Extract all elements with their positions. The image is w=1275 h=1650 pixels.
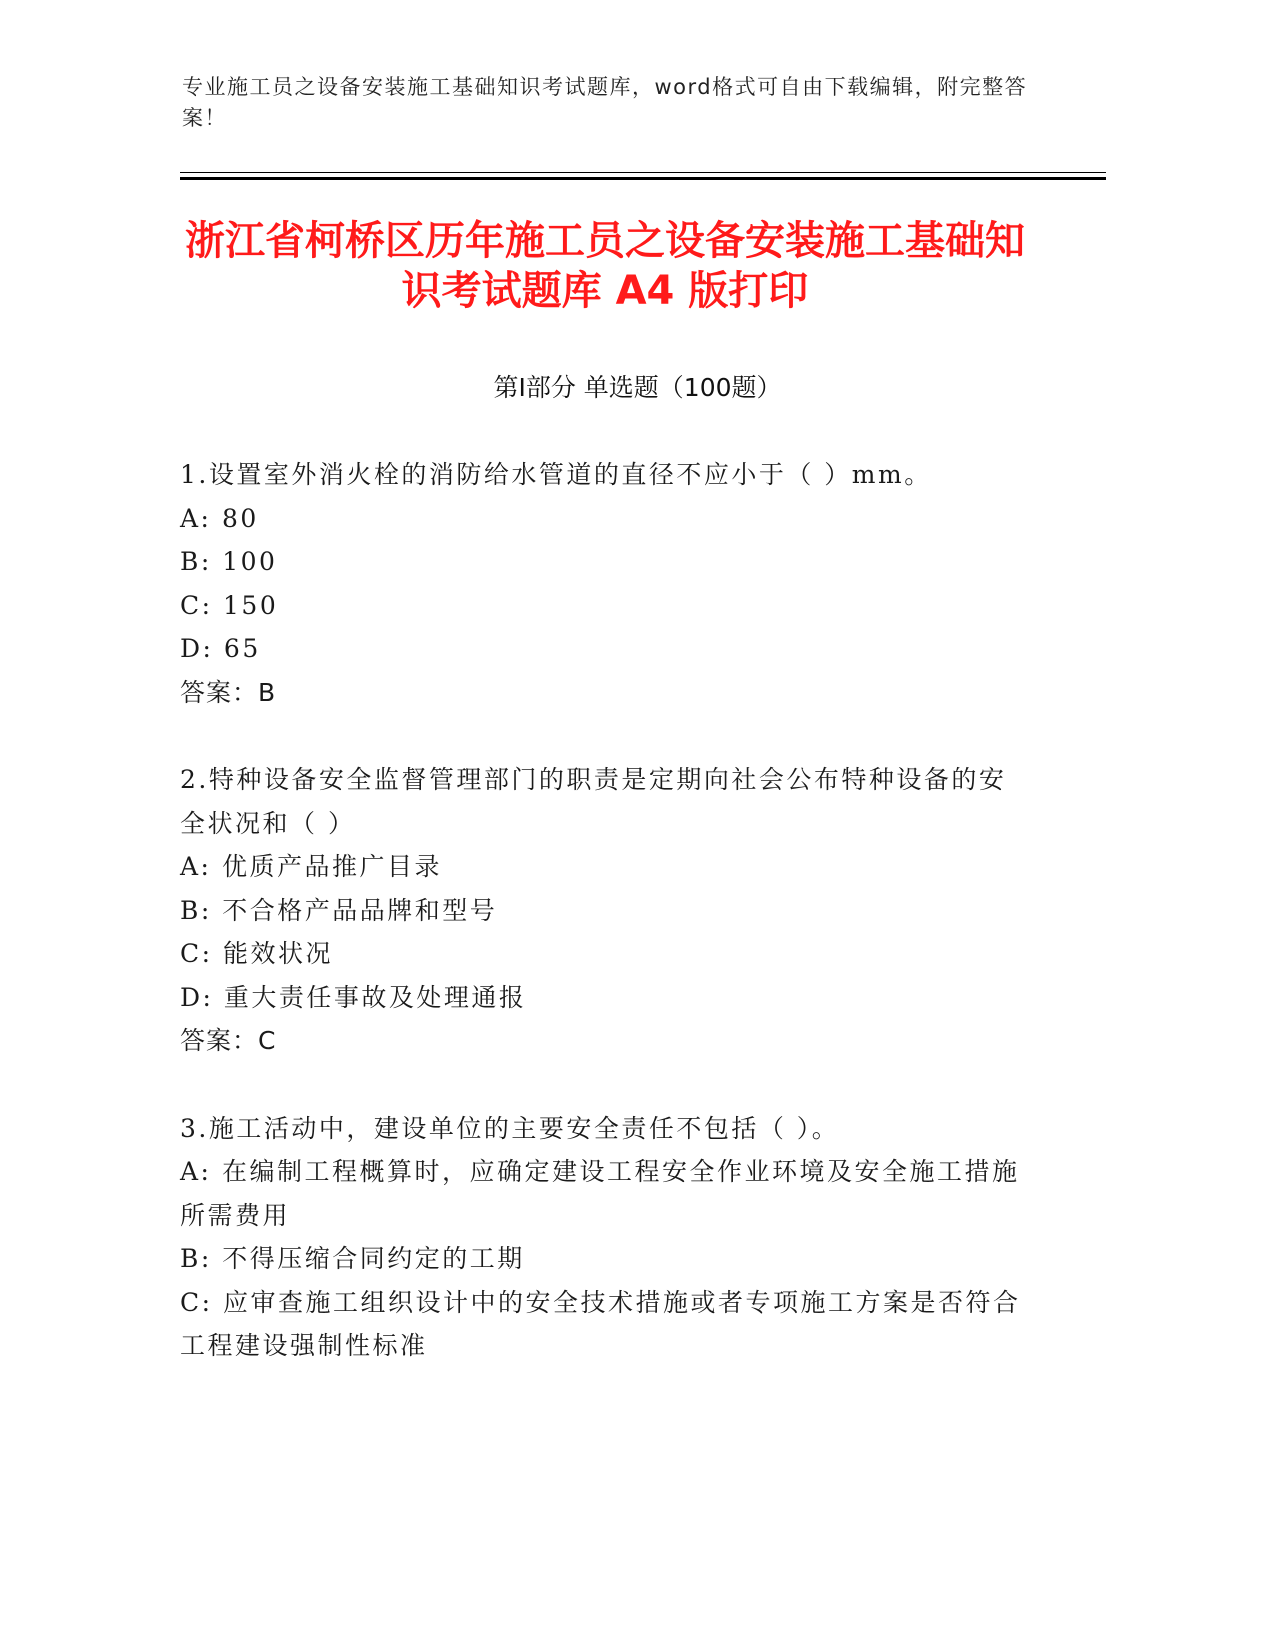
option-key: D: bbox=[180, 982, 214, 1012]
option-b bbox=[180, 889, 1030, 933]
question-3 bbox=[180, 1107, 1030, 1368]
option-c bbox=[180, 584, 1030, 628]
option-d bbox=[180, 627, 1030, 671]
option-key: B: bbox=[180, 1244, 212, 1273]
question-2 bbox=[180, 758, 1030, 1063]
option-a bbox=[180, 497, 1030, 541]
header-note: 专业施工员之设备安装施工基础知识考试题库，word格式可自由下载编辑，附完整答案！ bbox=[182, 75, 1028, 130]
question-stem: 2.特种设备安全监督管理部门的职责是定期向社会公布特种设备的安全状况和（ ） bbox=[180, 765, 1007, 838]
option-text: 65 bbox=[223, 634, 261, 663]
option-d bbox=[180, 976, 1030, 1020]
option-key: A: bbox=[180, 1157, 212, 1186]
question-list bbox=[180, 453, 1030, 1412]
option-b bbox=[180, 1237, 1030, 1281]
answer-line: 答案：C bbox=[180, 1026, 277, 1055]
option-key: A: bbox=[180, 503, 212, 533]
option-text: 优质产品推广目录 bbox=[221, 852, 442, 881]
option-key: A: bbox=[180, 852, 212, 881]
header-divider-thin bbox=[180, 172, 1106, 173]
option-text: 重大责任事故及处理通报 bbox=[223, 982, 527, 1012]
option-text: 不合格产品品牌和型号 bbox=[222, 895, 498, 925]
answer-line: 答案：B bbox=[180, 677, 277, 707]
option-key: C: bbox=[180, 590, 213, 620]
option-text: 80 bbox=[221, 503, 259, 533]
question-1 bbox=[180, 453, 1030, 714]
option-key: C: bbox=[180, 939, 213, 968]
option-key: B: bbox=[180, 895, 212, 925]
option-text: 不得压缩合同约定的工期 bbox=[222, 1244, 525, 1273]
question-stem: 1.设置室外消火栓的消防给水管道的直径不应小于（ ）mm。 bbox=[180, 460, 932, 489]
option-a bbox=[180, 845, 1030, 889]
option-text: 应审查施工组织设计中的安全技术措施或者专项施工方案是否符合工程建设强制性标准 bbox=[180, 1287, 1021, 1360]
question-stem: 3.施工活动中，建设单位的主要安全责任不包括（ ）。 bbox=[180, 1113, 840, 1143]
option-text: 在编制工程概算时，应确定建设工程安全作业环境及安全施工措施所需费用 bbox=[180, 1157, 1020, 1230]
option-text: 能效状况 bbox=[223, 939, 334, 968]
option-text: 100 bbox=[222, 547, 278, 576]
option-a bbox=[180, 1150, 1030, 1237]
option-c bbox=[180, 1281, 1030, 1368]
option-key: C: bbox=[180, 1287, 213, 1317]
option-text: 150 bbox=[223, 590, 279, 620]
document-title: 浙江省柯桥区历年施工员之设备安装施工基础知识考试题库 A4 版打印 bbox=[185, 218, 1025, 314]
option-key: D: bbox=[180, 634, 214, 663]
option-key: B: bbox=[180, 547, 212, 576]
option-b bbox=[180, 540, 1030, 584]
section-heading: 第Ⅰ部分 单选题（100题） bbox=[493, 373, 782, 402]
option-c bbox=[180, 932, 1030, 976]
header-divider-thick bbox=[180, 177, 1106, 180]
